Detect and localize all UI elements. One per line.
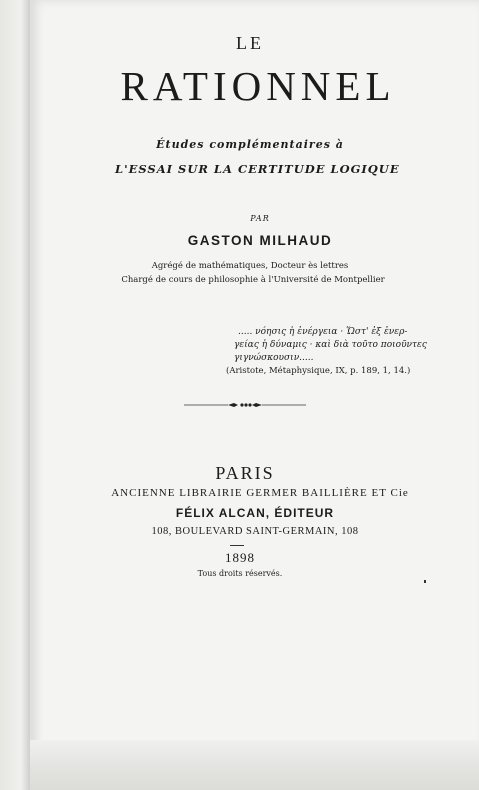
epigraph-line2: γείας ἡ δύναμις · καὶ διὰ τοῦτο ποιοῦντες: [234, 340, 427, 350]
subtitle-line2: L'ESSAI SUR LA CERTITUDE LOGIQUE: [115, 162, 400, 176]
author-affiliation-line1: Agrégé de mathématiques, Docteur ès lettres: [151, 261, 349, 271]
title-article: LE: [236, 33, 264, 53]
ink-speck: [424, 580, 426, 583]
short-rule: [230, 545, 244, 546]
publisher-address: 108, BOULEVARD SAINT-GERMAIN, 108: [151, 526, 359, 537]
by-label: PAR: [250, 214, 270, 223]
rights-notice: Tous droits réservés.: [197, 569, 283, 578]
publisher-line2: FÉLIX ALCAN, ÉDITEUR: [175, 506, 335, 520]
facing-page-edge: [0, 0, 30, 790]
imprint-city: PARIS: [215, 463, 275, 483]
epigraph-citation: (Aristote, Métaphysique, IX, p. 189, 1, 14.): [226, 366, 411, 376]
author-name: GASTON MILHAUD: [187, 233, 333, 248]
page-bottom-edge: [30, 740, 479, 790]
book-title: RATIONNEL: [120, 63, 396, 109]
subtitle-line1: Études complémentaires à: [156, 138, 344, 151]
author-affiliation-line2: Chargé de cours de philosophie à l'Université de Montpellier: [121, 275, 385, 285]
ornament-divider: [184, 401, 306, 409]
epigraph-line1: ..... νόησις ἡ ἐνέργεια · Ὥστ' ἐξ ἐνερ-: [238, 327, 408, 337]
publisher-line1: ANCIENNE LIBRAIRIE GERMER BAILLIÈRE ET Cie: [111, 487, 409, 499]
epigraph-line3: γιγνώσκουσιν.....: [234, 353, 314, 363]
title-page: [30, 0, 479, 762]
publication-year: 1898: [225, 550, 255, 565]
